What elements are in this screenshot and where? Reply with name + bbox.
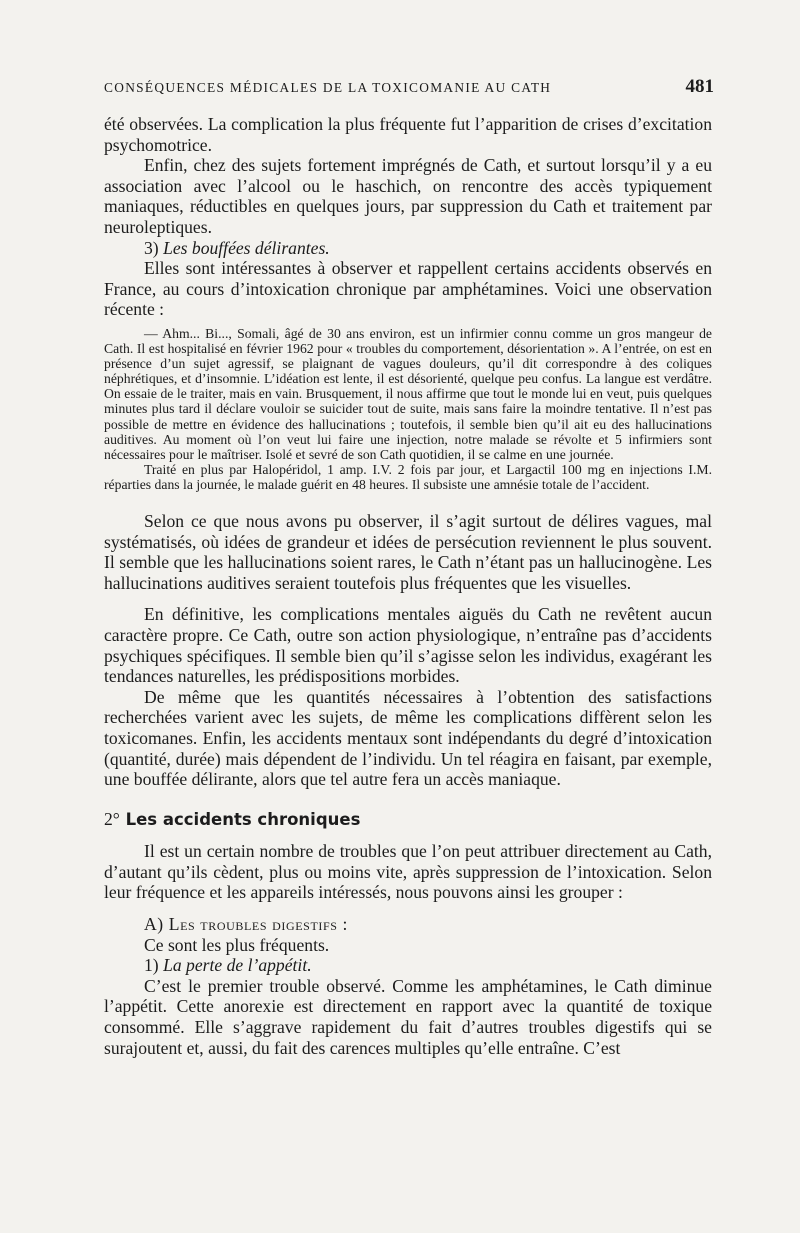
subheading-title: La perte de l’appétit. (163, 955, 312, 976)
paragraph-4: Selon ce que nous avons pu observer, il s’agit surtout de délires vagues, mal systématisés, où idées de grandeur et idées de persécution reviennent le plus souvent. Il semble que les hallucinations soient rares, le Cath n’étant pas un hallucinogène. Les hallucinations auditives seraient toutefois plus fréquentes que les visuelles. (104, 510, 712, 593)
section-title-text: Les accidents chroniques (125, 809, 361, 829)
body-text (104, 114, 712, 1058)
subheading-number: 1) (144, 955, 159, 976)
running-head: CONSÉQUENCES MÉDICALES DE LA TOXICOMANIE AU CATH (104, 80, 552, 95)
subheading-appetit (104, 955, 712, 976)
subheading-number: 3) (144, 237, 159, 258)
subheading-troubles-digestifs: A) Les troubles digestifs : (144, 914, 349, 935)
case-observation (104, 326, 712, 492)
paragraph-7: Il est un certain nombre de troubles que l’on peut attribuer directement au Cath, d’autant qu’ils cèdent, plus ou moins vite, après suppression de l’intoxication. Selon leur fréquence et les appareils intéressés, nous pouvons ainsi les grouper : (104, 841, 712, 903)
paragraph-1: été observées. La complication la plus fréquente fut l’apparition de crises d’excitation psychomotrice. (104, 114, 712, 155)
paragraph-5: En définitive, les complications mentales aiguës du Cath ne revêtent aucun caractère propre. Ce Cath, outre son action physiologique, n’entraîne pas d’accidents psychiques spécifiques. Il semble bien qu’il s’agisse selon les individus, exagérant les tendances naturelles, les prédispositions morbides. (104, 604, 712, 687)
paragraph-2: Enfin, chez des sujets fortement imprégnés de Cath, et surtout lorsqu’il y a eu association avec l’alcool ou le haschich, on rencontre des accès typiquement maniaques, réductibles en quelques jours, par suppression du Cath et traitement par neuroleptiques. (104, 155, 712, 237)
section-number: 2° (104, 808, 120, 829)
paragraph-3: Elles sont intéressantes à observer et rappellent certains accidents observés en France, au cours d’intoxication chronique par amphétamines. Voici une observation récente : (104, 258, 712, 320)
subheading-title: Les bouffées délirantes. (163, 237, 330, 258)
subheading-bouffees (104, 238, 712, 259)
observation-2: Traité en plus par Halopéridol, 1 amp. I.V. 2 fois par jour, et Largactil 100 mg en injections I.M. réparties dans la journée, le malade guérit en 48 heures. Il subsiste une amnésie totale de l’accident. (104, 461, 712, 492)
paragraph-a: Ce sont les plus fréquents. (144, 934, 330, 955)
page-header (104, 76, 714, 98)
paragraph-6: De même que les quantités nécessaires à l’obtention des satisfactions recherchées varient avec les sujets, de même les complications diffèrent selon les toxicomanes. Enfin, les accidents mentaux sont indépendants du degré d’intoxication (quantité, durée) mais dépendent de l’individu. Un tel réagira en faisant, par exemple, une bouffée délirante, alors que tel autre fera un accès maniaque. (104, 686, 712, 790)
observation-1: — Ahm... Bi..., Somali, âgé de 30 ans environ, est un infirmier connu comme un gros mangeur de Cath. Il est hospitalisé en février 1962 pour « troubles du comportement, désorientation ». A l’entrée, on est en présence d’un sujet agressif, se plaignant de vagues douleurs, qu’il dit correspondre à des coliques néphrétiques, et d’insomnie. L’idéation est lente, il est désorienté, quelque peu confus. La langue est verdâtre. On essaie de le traiter, mais en vain. Brusquement, il nous affirme que tout le monde lui en veut, puis quelques minutes plus tard il déclare vouloir se suicider tout de suite, mais sans faire la moindre tentative. Il n’est pas possible de mettre en évidence des hallucinations ; toutefois, il semble bien qu’il ait eu des hallucinations auditives. Au moment où l’on veut lui faire une injection, notre malade se révolte et 5 infirmiers sont nécessaires pour le maîtriser. Isolé et sevré de son Cath quotidien, il se calme en une journée. (104, 325, 712, 462)
section-title (104, 809, 712, 831)
page-number: 481 (685, 76, 714, 97)
paragraph-8: C’est le premier trouble observé. Comme les amphétamines, le Cath diminue l’appétit. Cette anorexie est directement en rapport avec la quantité de toxique consommé. Elle s’aggrave rapidement du fait d’autres troubles digestifs qui se surajoutent et, aussi, du fait des carences multiples qu’elle entraîne. C’est (104, 975, 712, 1058)
